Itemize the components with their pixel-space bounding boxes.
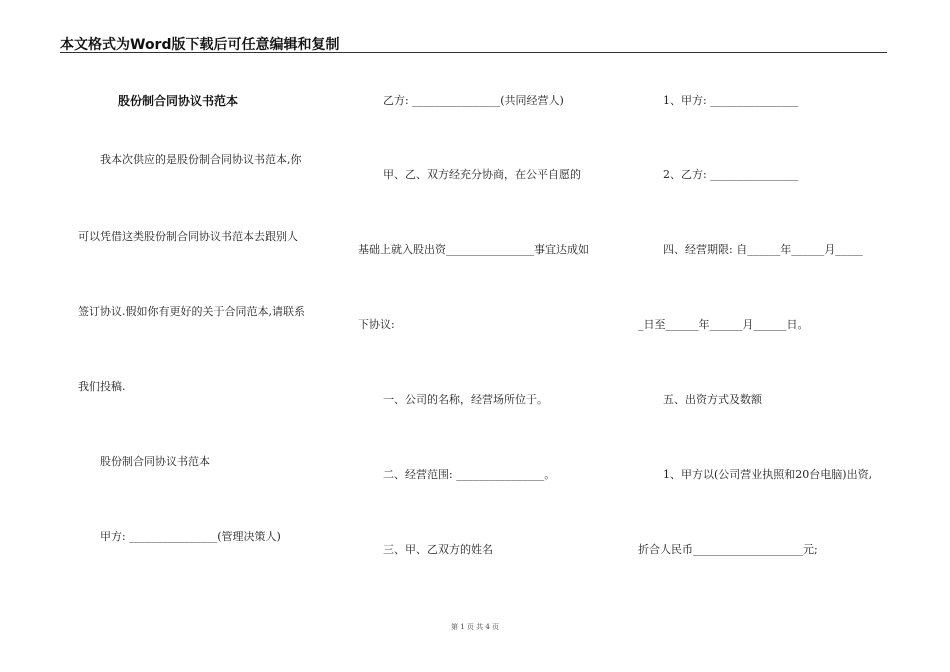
clause-term-line-2: _日至______年______月______日。 [638, 318, 809, 331]
clause-term-line-1: 四、经营期限: 自______年______月_____ [663, 243, 863, 256]
middle-paragraph-line-3: 下协议: [358, 318, 395, 331]
header-title: 本文格式为Word版下载后可任意编辑和复制 [60, 37, 340, 53]
clause-contribution-line-1: 1、甲方以(公司营业执照和20台电脑)出资, [663, 468, 873, 481]
left-paragraph-line-3: 签订协议.假如你有更好的关于合同范本,请联系 [78, 305, 305, 318]
clause-contribution-line-2: 折合人民币____________________元; [638, 543, 818, 556]
left-paragraph-line-2: 可以凭借这类股份制合同协议书范本去跟别人 [78, 230, 298, 243]
document-title: 股份制合同协议书范本 [118, 94, 239, 108]
left-paragraph-line-1: 我本次供应的是股份制合同协议书范本,你 [100, 153, 302, 166]
clause-company-name: 一、公司的名称，经营场所位于。 [383, 393, 548, 406]
clause-contribution-heading: 五、出资方式及数额 [663, 393, 762, 406]
party-a-name-line: 1、甲方: ________________ [663, 94, 799, 107]
clause-business-scope: 二、经营范围: ________________。 [383, 468, 556, 481]
middle-paragraph-line-2: 基础上就入股出资________________事宜达成如 [358, 243, 589, 256]
party-b-line: 乙方: ________________(共同经营人) [383, 94, 564, 107]
party-a-line: 甲方: ________________(管理决策人) [100, 530, 281, 543]
left-paragraph-line-4: 我们投稿. [78, 380, 126, 393]
middle-paragraph-line-1: 甲、乙、双方经充分协商，在公平自愿的 [383, 168, 581, 181]
left-subtitle: 股份制合同协议书范本 [100, 455, 210, 468]
clause-party-names: 三、甲、乙双方的姓名 [383, 543, 493, 556]
page-indicator: 第 1 页 共 4 页 [450, 623, 500, 631]
header-divider [60, 52, 887, 53]
party-b-name-line: 2、乙方: ________________ [663, 168, 799, 181]
